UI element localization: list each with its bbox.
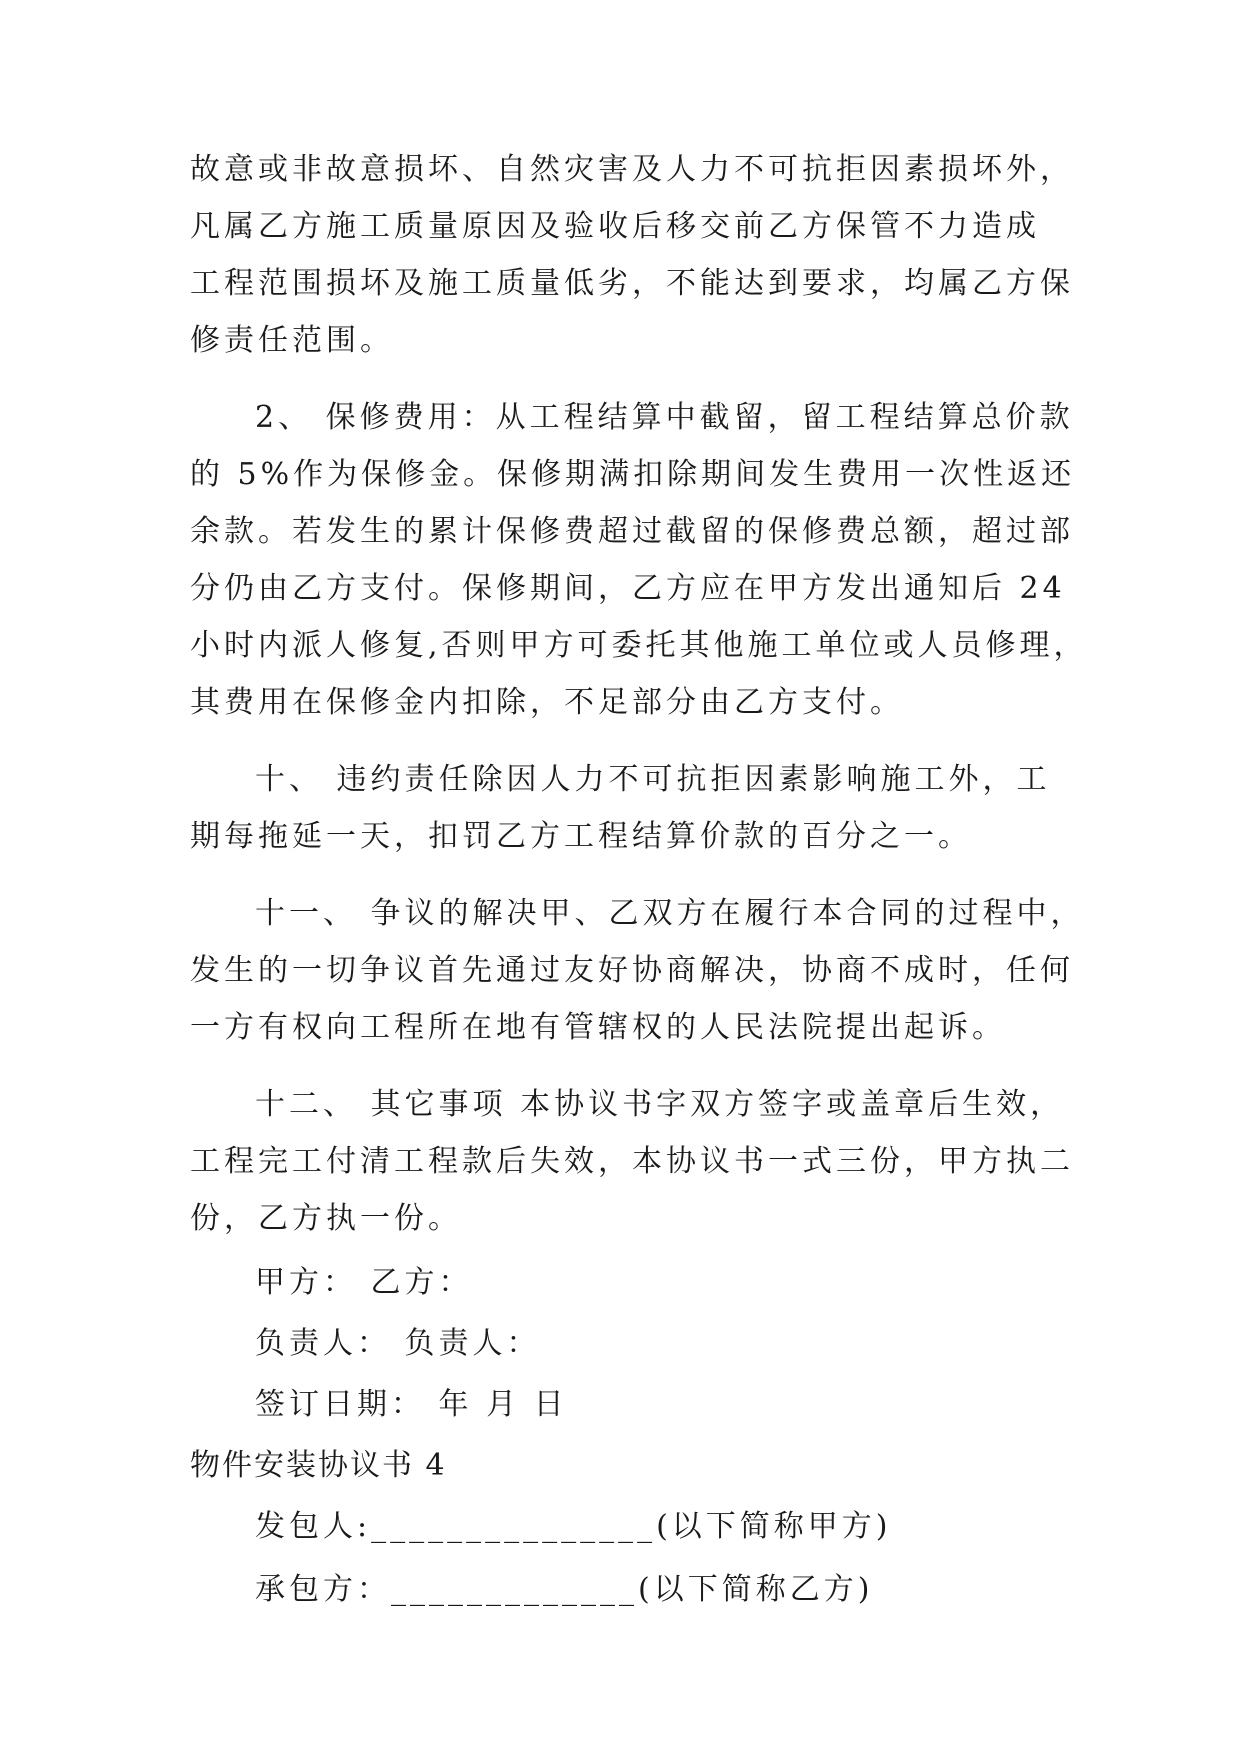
paragraph-line: 的 5%作为保修金。保修期满扣除期间发生费用一次性返还 <box>190 457 1076 492</box>
paragraph-line: 十、 违约责任除因人力不可抗拒因素影响施工外，工 <box>255 762 1051 797</box>
paragraph-line: 发生的一切争议首先通过友好协商解决，协商不成时，任何 <box>190 953 1074 988</box>
paragraph-line: 故意或非故意损坏、自然灾害及人力不可抗拒因素损坏外， <box>190 152 1074 187</box>
paragraph-line: 分仍由乙方支付。保修期间，乙方应在甲方发出通知后 24 <box>190 571 1066 606</box>
date-line: 签订日期： 年 月 日 <box>255 1387 568 1422</box>
section-title: 物件安装协议书 4 <box>190 1448 447 1483</box>
paragraph-line: 凡属乙方施工质量原因及验收后移交前乙方保管不力造成 <box>190 209 1040 244</box>
signature-line: 负责人： 负责人： <box>255 1326 541 1361</box>
party-line: 承包方：_____________(以下简称乙方) <box>255 1572 874 1607</box>
paragraph-line: 修责任范围。 <box>190 323 394 358</box>
paragraph-line: 十一、 争议的解决甲、乙双方在履行本合同的过程中， <box>255 896 1085 931</box>
paragraph-line: 工程完工付清工程款后失效，本协议书一式三份，甲方执二 <box>190 1144 1074 1179</box>
paragraph-line: 其费用在保修金内扣除，不足部分由乙方支付。 <box>190 685 904 720</box>
paragraph-line: 份，乙方执一份。 <box>190 1201 462 1236</box>
paragraph-line: 工程范围损坏及施工质量低劣，不能达到要求，均属乙方保 <box>190 266 1074 301</box>
paragraph-line: 余款。若发生的累计保修费超过截留的保修费总额，超过部 <box>190 514 1074 549</box>
paragraph-line: 小时内派人修复,否则甲方可委托其他施工单位或人员修理， <box>190 628 1088 663</box>
paragraph-line: 十二、 其它事项 本协议书字双方签字或盖章后生效， <box>255 1087 1065 1122</box>
party-line: 发包人:_______________(以下简称甲方) <box>255 1509 892 1544</box>
paragraph-line: 2、 保修费用：从工程结算中截留，留工程结算总价款 <box>255 400 1074 435</box>
paragraph-line: 一方有权向工程所在地有管辖权的人民法院提出起诉。 <box>190 1010 1006 1045</box>
signature-line: 甲方： 乙方： <box>255 1265 473 1300</box>
paragraph-line: 期每拖延一天，扣罚乙方工程结算价款的百分之一。 <box>190 819 972 854</box>
